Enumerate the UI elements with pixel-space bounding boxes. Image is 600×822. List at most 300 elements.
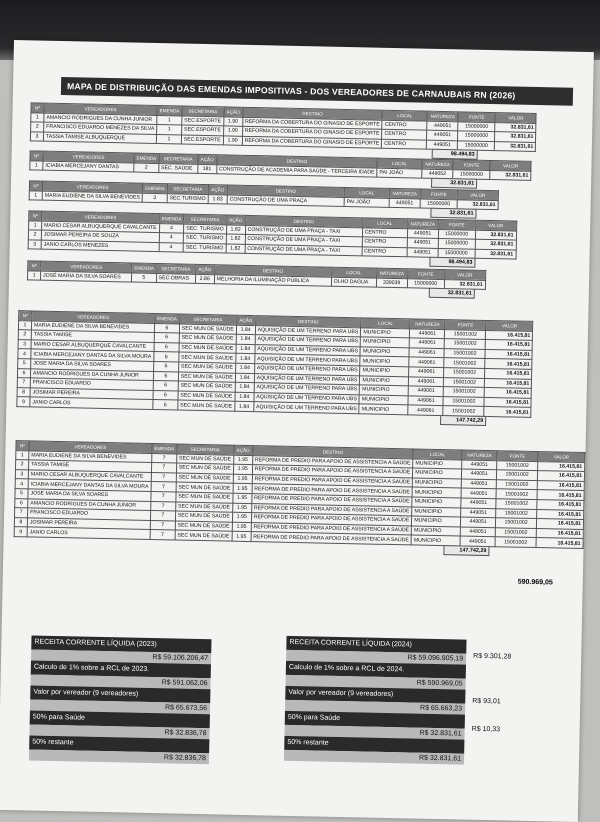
grand-total: 590.969,05	[517, 578, 553, 587]
summary-value: R$ 32.836,78	[29, 724, 209, 739]
summary-label: 50% restante	[29, 735, 209, 753]
table-cell: 6	[154, 352, 179, 362]
document-title: MAPA DE DISTRIBUIÇÃO DAS EMENDAS IMPOSITIVAS - DOS VEREADORES DE CARNAUBAIS RN (2026)	[61, 77, 573, 106]
column-header: EMENDA	[159, 214, 184, 224]
table-cell: REFORMA DA COBERTURA DO GINASIO DE ESPORTE	[242, 117, 382, 130]
table-cell: 449061	[408, 396, 443, 406]
table-cell: 15001002	[445, 329, 486, 339]
table-cell: AMANCIO RODRIGUES DA CUNHA JUNIOR	[30, 368, 153, 380]
table-cell: MUNICIPIO	[360, 366, 409, 377]
table-cell: 449051	[389, 198, 420, 208]
table-cell: 16.415,81	[536, 538, 583, 549]
rcl-summary-2024	[284, 636, 467, 765]
table-cell: 449051	[407, 248, 438, 258]
table-cell: 16.415,81	[536, 519, 583, 530]
table-cell: 15001002	[445, 339, 486, 349]
table-cell: SEC. TURISMO	[184, 224, 227, 234]
table-cell: 449061	[409, 376, 444, 386]
table-cell: 449051	[407, 228, 438, 238]
column-header: Nº	[29, 211, 42, 221]
table-cell: 6	[17, 368, 30, 378]
table-cell: SEC MUN DE SAÚDE	[178, 362, 235, 373]
table-cell: SEC MUN DE SAÚDE	[179, 352, 236, 363]
table-cell: CENTRO	[382, 120, 427, 131]
table-cell: 5	[18, 359, 31, 369]
table-cell: 15001002	[444, 348, 485, 358]
table-cell: 449061	[409, 386, 444, 396]
table-cell: REFORMA DE PREDIO PARA APOIO DE ASSISTENCIA A SAÚDE	[251, 522, 412, 535]
column-header: VEREADORES	[42, 211, 160, 223]
table-cell: 32.831,61	[475, 239, 516, 249]
table-cell: 1	[31, 112, 44, 122]
table-cell: SEC MUN DE SAÚDE	[178, 391, 235, 402]
table-cell: MARIO CESAR ALBUQUERQUE CAVALCANTE	[42, 221, 160, 233]
summary-value: R$ 65.663,23	[285, 700, 465, 715]
table-cell: SEC. SAÚDE	[158, 163, 197, 173]
column-header: Nº	[16, 441, 29, 451]
table-cell: 15000000	[453, 169, 490, 179]
summary-label: Calculo de 1% sobre a RCL de 2023.	[31, 660, 211, 678]
table-cell: MUNICIPIO	[413, 468, 462, 479]
column-header: FONTE	[420, 189, 457, 199]
table-cell: 449051	[462, 469, 497, 479]
table-cell: 16.415,81	[485, 349, 532, 360]
summary-value: R$ 32.831,61	[284, 750, 464, 765]
table-cell: SEC. TURISMO	[183, 243, 226, 253]
column-header: LOCAL	[377, 158, 422, 169]
table-cell: TASSIA TAMISE ALBUQUERQUE	[43, 132, 156, 144]
table-cell: 6	[153, 371, 178, 381]
table-cell: 16.415,81	[537, 480, 584, 491]
table-cell: 7	[151, 453, 176, 463]
block-total: 98.494,83	[432, 149, 478, 160]
table-cell: 449061	[409, 367, 444, 377]
table-cell: 1.84	[236, 334, 255, 344]
table-cell: MUNICIPIO	[412, 478, 461, 489]
column-header: DESTINO	[227, 185, 344, 197]
column-header: LOCAL	[344, 187, 389, 198]
table-cell: SEC MUN DE SAÚDE	[178, 400, 235, 411]
table-cell: 6	[153, 381, 178, 391]
table-cell: 449051	[461, 517, 496, 527]
table-cell: CENTRO	[362, 227, 407, 238]
column-header: NATUREZA	[422, 159, 453, 169]
table-cell: MUNICIPIO	[361, 337, 410, 348]
table-cell: 1.90	[223, 126, 242, 136]
table-cell: 6	[154, 323, 179, 333]
column-header: VALOR	[457, 190, 498, 200]
table-cell: SEC.ESPORTE	[182, 116, 224, 126]
table-cell: 8	[17, 387, 30, 397]
table-cell: CENTRO	[362, 247, 407, 258]
table-cell: 2	[28, 230, 41, 240]
table-cell: MARIA EUDIENE DA SILVA BENEVIDES	[42, 191, 142, 203]
column-header: VEREADORES	[42, 181, 142, 193]
table-cell: REFORMA DE PREDIO PARA APOIO DE ASSISTENCIA A SAÚDE	[251, 532, 412, 545]
column-header: DESTINO	[245, 215, 362, 227]
table-cell: 16.415,81	[486, 340, 533, 351]
emendas-table-6	[16, 310, 533, 418]
column-header: LOCAL	[361, 318, 410, 329]
table-cell: PAI JOÃO	[377, 168, 422, 179]
table-cell: 15000000	[407, 278, 444, 288]
table-cell: 2	[31, 122, 44, 132]
column-header: AÇÃO	[195, 264, 214, 274]
column-header: Nº	[19, 311, 32, 321]
table-cell: SEC MUN DE SAÚDE	[179, 324, 236, 335]
table-cell: 1.95	[232, 512, 251, 522]
table-cell: SEC MUN DE SAÚDE	[176, 492, 233, 503]
table-cell: 449051	[461, 498, 496, 508]
summary-label: 50% para Saúde	[285, 711, 465, 729]
table-cell: TASSIA TAMISE	[28, 460, 151, 472]
side-note: R$ 9.301,28	[473, 652, 512, 661]
column-header: EMENDA	[152, 443, 177, 453]
table-cell: SEC MUN DE SAÚDE	[176, 463, 233, 474]
table-cell: 7	[17, 378, 30, 388]
table-cell: 449051	[427, 140, 458, 150]
table-cell: 32.831,61	[490, 170, 531, 180]
table-cell: 1	[157, 134, 182, 144]
table-cell: REFORMA DE PREDIO PARA APOIO DE ASSISTENCIA A SAÚDE	[251, 513, 412, 526]
table-cell: 1.83	[208, 194, 227, 204]
table-cell: 4	[159, 223, 184, 233]
summary-value: R$ 32.831,61	[284, 725, 464, 740]
column-header: Nº	[28, 261, 41, 271]
table-cell: MUNICIPIO	[411, 526, 460, 537]
table-cell: SEC MUN DE SAÚDE	[179, 333, 236, 344]
table-cell: REFORMA DE PREDIO PARA APOIO DE ASSISTENCIA A SAÚDE	[251, 503, 412, 516]
table-cell: MELHORIA DA ILUMINAÇÃO PÚBLICA	[214, 274, 331, 286]
rcl-summary-2023	[29, 635, 212, 764]
table-cell: 15001002	[443, 396, 484, 406]
table-cell: MUNICIPIO	[359, 404, 408, 415]
table-cell: SEC MUN DE SAÚDE	[175, 521, 232, 532]
summary-label: Calculo de 1% sobre a RCL de 2024.	[286, 661, 466, 679]
table-cell: 16.415,81	[537, 509, 584, 520]
table-cell: ICIABIA MERCEJANY DANTAS DA SILVA MOURA	[31, 349, 154, 361]
table-cell: 2	[18, 330, 31, 340]
table-cell: SEC.OBRAS	[156, 273, 195, 283]
table-cell: 1	[157, 115, 182, 125]
table-cell: 3	[15, 469, 28, 479]
column-header: NATUREZA	[407, 219, 438, 229]
table-cell: 16.415,81	[485, 388, 532, 399]
table-cell: 1.95	[233, 474, 252, 484]
summary-label: 50% restante	[284, 736, 464, 754]
table-cell: 1.84	[235, 392, 254, 402]
column-header: VALOR	[486, 320, 533, 331]
summary-label: RECEITA CORRENTE LÍQUIDA (2023)	[31, 635, 211, 653]
table-cell: 1.95	[232, 532, 251, 542]
column-header: AÇÃO	[198, 154, 217, 164]
table-cell: 1	[30, 160, 43, 170]
table-cell: 4	[15, 479, 28, 489]
table-cell: 1.84	[236, 344, 255, 354]
column-header: AÇÃO	[236, 315, 255, 325]
table-cell: 7	[150, 501, 175, 511]
table-cell: 449052	[422, 169, 453, 179]
table-cell: AQUISIÇÃO DE UM TERRENO PARA UBS	[254, 383, 360, 395]
table-cell: SEC. TURISMO	[183, 233, 226, 243]
column-header: SECRETARIA	[182, 106, 224, 116]
table-cell: 1.90	[223, 136, 242, 146]
column-header: Nº	[30, 151, 43, 161]
block-total: 147.742,29	[440, 415, 486, 426]
column-header: LOCAL	[331, 267, 376, 278]
column-header: DESTINO	[255, 316, 361, 328]
block-total: 32.831,61	[431, 178, 477, 189]
table-cell: CONSTRUÇÃO DE ACADEMIA PARA SAÚDE - TERCEIRA IDADE	[216, 164, 377, 177]
document-sheet	[0, 40, 594, 822]
table-cell: 32.831,61	[495, 141, 536, 151]
table-cell: 1.95	[233, 464, 252, 474]
summary-value: R$ 59.096.905,19	[286, 650, 466, 665]
table-cell: 449061	[409, 348, 444, 358]
column-header: Nº	[31, 103, 44, 113]
table-cell: 449051	[407, 238, 438, 248]
column-header: AÇÃO	[226, 215, 245, 225]
table-cell: MUNICIPIO	[360, 385, 409, 396]
table-cell: 449061	[409, 357, 444, 367]
table-cell: 7	[151, 491, 176, 501]
table-cell: SEC MUN DE SAÚDE	[176, 454, 233, 465]
table-cell: 6	[153, 390, 178, 400]
column-header: EMENDA	[143, 183, 168, 193]
table-cell: 6	[15, 498, 28, 508]
column-header: DESTINO	[243, 107, 383, 120]
emendas-table-7	[14, 440, 586, 549]
summary-label: Valor por vereador (9 vereadores)	[285, 686, 465, 704]
table-cell: 1.84	[235, 382, 254, 392]
column-header: VEREADORES	[41, 261, 132, 272]
table-cell: 1.95	[232, 522, 251, 532]
table-cell: AQUISIÇÃO DE UM TERRENO PARA UBS	[255, 335, 361, 347]
block-total: 32.831,61	[430, 208, 476, 219]
table-cell: MARIO CESAR ALBUQUERQUE CAVALCANTE	[31, 340, 154, 352]
column-header: EMENDA	[132, 263, 157, 273]
table-cell: 7	[151, 463, 176, 473]
table-cell: 15001002	[496, 499, 537, 509]
table-cell: 449061	[410, 328, 445, 338]
table-cell: AMANCIO RODRIGUES DA CUNHA JUNIOR	[44, 113, 157, 125]
table-cell: 16.415,81	[537, 471, 584, 482]
column-header: SECRETARIA	[184, 214, 227, 224]
summary-value: R$ 65.673,56	[30, 699, 210, 714]
column-header: EMENDA	[157, 106, 182, 116]
table-cell: 32.831,61	[444, 279, 485, 289]
table-cell: AQUISIÇÃO DE UM TERRENO PARA UBS	[253, 402, 359, 414]
table-cell: 1.84	[236, 325, 255, 335]
table-cell: SEC.ESPORTE	[181, 135, 223, 145]
table-cell: TASSIA TAMISE	[31, 330, 154, 342]
column-header: NATUREZA	[462, 450, 497, 460]
table-cell: 2	[134, 163, 159, 173]
column-header: LOCAL	[382, 110, 427, 121]
table-cell: 1.82	[226, 244, 245, 254]
column-header: FONTE	[497, 451, 538, 461]
table-cell: 449061	[408, 405, 443, 415]
table-cell: 7	[150, 530, 175, 540]
column-header: VEREADORES	[32, 311, 155, 323]
table-cell: 449051	[462, 460, 497, 470]
table-cell: 1.84	[234, 402, 253, 412]
table-cell: 1.84	[235, 373, 254, 383]
table-cell: OLHO DAGUA	[331, 277, 376, 288]
table-cell: 7	[150, 511, 175, 521]
table-cell: JOSE MARIA DA SILVA SOARES	[31, 359, 154, 371]
table-cell: 16.415,81	[484, 397, 531, 408]
table-cell: 449051	[461, 508, 496, 518]
column-header: SECRETARIA	[159, 154, 198, 164]
table-cell: 15001002	[496, 518, 537, 528]
table-cell: 4	[18, 349, 31, 359]
column-header: SECRETARIA	[179, 314, 236, 325]
table-cell: ICIABIA MERCEJANY DANTAS DA SILVA MOURA	[28, 479, 151, 491]
table-cell: 6	[154, 342, 179, 352]
table-cell: 1.84	[235, 363, 254, 373]
table-cell: 449051	[427, 130, 458, 140]
table-cell: REFORMA DE PREDIO PARA APOIO DE ASSISTENCIA A SAÚDE	[252, 484, 413, 497]
table-cell: 32.831,61	[475, 230, 516, 240]
table-cell: MUNICIPIO	[413, 459, 462, 470]
table-cell: 2.86	[195, 274, 214, 284]
table-cell: 15001002	[444, 368, 485, 378]
block-total: 147.742,29	[443, 545, 489, 556]
table-cell: AQUISIÇÃO DE UM TERRENO PARA UBS	[255, 344, 361, 356]
table-cell: SEC.ESPORTE	[181, 125, 223, 135]
table-cell: 1.82	[226, 234, 245, 244]
emendas-table-1	[30, 102, 537, 152]
table-cell: 7	[151, 472, 176, 482]
column-header: Nº	[29, 181, 42, 191]
table-cell: 3	[142, 193, 167, 203]
table-cell: REFORMA DE PREDIO PARA APOIO DE ASSISTENCIA A SAÚDE	[252, 474, 413, 487]
table-cell: 15000000	[458, 131, 495, 141]
summary-label: RECEITA CORRENTE LÍQUIDA (2024)	[286, 636, 466, 654]
table-cell: AQUISIÇÃO DE UM TERRENO PARA UBS	[254, 354, 360, 366]
summary-value: R$ 59.106.206,47	[31, 649, 211, 664]
column-header: VEREADORES	[43, 151, 134, 162]
table-cell: 16.415,81	[536, 528, 583, 539]
table-cell: 15000000	[458, 141, 495, 151]
column-header: FONTE	[458, 112, 495, 122]
summary-label: Valor por vereador (9 vereadores)	[30, 685, 210, 703]
table-cell: MARIA EUDIENE DA SILVA BENEVIDES	[31, 321, 154, 333]
summary-value: R$ 591.062,06	[30, 674, 210, 689]
table-cell: SEC MUN DE SAÚDE	[175, 530, 232, 541]
table-cell: 1.95	[233, 493, 252, 503]
table-cell: JANIO CARLOS	[30, 397, 153, 409]
table-cell: 1	[16, 450, 29, 460]
table-cell: 16.415,81	[485, 368, 532, 379]
column-header: SECRETARIA	[177, 444, 234, 455]
table-cell: 1	[18, 320, 31, 330]
emendas-table-3	[29, 180, 499, 210]
column-header: FONTE	[445, 320, 486, 330]
table-cell: 16.415,81	[486, 330, 533, 341]
table-cell: 449051	[461, 479, 496, 489]
table-cell: AMANCIO RODRIGUES DA CUNHA JUNIOR	[28, 498, 151, 510]
table-cell: MUNICIPIO	[360, 375, 409, 386]
table-cell: 9	[17, 397, 30, 407]
table-cell: 1.82	[226, 225, 245, 235]
table-cell: JANIO CARLOS MENEZES	[41, 240, 159, 252]
table-cell: 3	[28, 240, 41, 250]
summary-value: R$ 590.969,05	[286, 675, 466, 690]
table-cell: 16.415,81	[538, 461, 585, 472]
table-cell: 15001002	[496, 508, 537, 518]
column-header: DESTINO	[217, 155, 378, 168]
table-cell: 15001002	[496, 479, 537, 489]
table-cell: 4	[159, 242, 184, 252]
table-cell: MUNICIPIO	[360, 347, 409, 358]
table-cell: 449051	[461, 488, 496, 498]
table-cell: 1.95	[232, 503, 251, 513]
table-cell: REFORMA DA COBERTURA DO GINASIO DE ESPORTE	[242, 126, 382, 139]
table-cell: 16.415,81	[484, 407, 531, 418]
column-header: SECRETARIA	[167, 184, 208, 194]
table-cell: 7	[15, 508, 28, 518]
table-cell: CENTRO	[362, 237, 407, 248]
table-cell: SEC MUN DE SAÚDE	[175, 502, 232, 513]
table-cell: 3	[18, 339, 31, 349]
table-cell: SEC MUN DE SAÚDE	[179, 343, 236, 354]
table-cell: 15000000	[420, 199, 457, 209]
table-cell: 15001002	[444, 377, 485, 387]
table-cell: FRANCISCO EDUARDO MENEZES DA SILVA	[44, 122, 157, 134]
side-note: R$ 10,33	[471, 725, 501, 734]
table-cell: 15001002	[443, 406, 484, 416]
block-total: 98.494,83	[429, 257, 475, 268]
table-cell: 449051	[460, 527, 495, 537]
side-note: R$ 93,01	[472, 697, 501, 706]
table-cell: REFORMA DE PREDIO PARA APOIO DE ASSISTENCIA A SAÚDE	[252, 465, 413, 478]
table-cell: JANIO CARLOS	[27, 527, 150, 539]
table-cell: 449051	[427, 121, 458, 131]
column-header: AÇÃO	[234, 445, 253, 455]
table-cell: REFORMA DE PREDIO PARA APOIO DE ASSISTENCIA A SAÚDE	[252, 455, 413, 468]
table-cell: 15001002	[497, 470, 538, 480]
column-header: EMENDA	[134, 153, 159, 163]
table-cell: 1.95	[233, 484, 252, 494]
table-cell: 6	[153, 400, 178, 410]
column-header: VALOR	[475, 220, 516, 230]
table-cell: 15001002	[497, 460, 538, 470]
table-cell: 1	[157, 125, 182, 135]
table-cell: 16.415,81	[485, 378, 532, 389]
column-header: EMENDA	[154, 314, 179, 324]
table-cell: 1	[29, 190, 42, 200]
column-header: NATUREZA	[427, 111, 458, 121]
column-header: VALOR	[538, 452, 585, 463]
table-cell: 32.831,61	[475, 249, 516, 259]
table-cell: FRANCISCO EDUARDO	[30, 378, 153, 390]
column-header: LOCAL	[362, 218, 407, 229]
table-cell: 32.831,61	[457, 199, 498, 209]
emendas-table-5	[27, 260, 486, 290]
table-cell: 449061	[410, 338, 445, 348]
table-cell: 2	[16, 460, 29, 470]
column-header: FONTE	[453, 160, 490, 170]
column-header: NATUREZA	[410, 319, 445, 329]
column-header: VEREADORES	[44, 103, 157, 115]
table-cell: AQUISIÇÃO DE UM TERRENO PARA UBS	[254, 373, 360, 385]
table-cell: MUNICIPIO	[411, 535, 460, 546]
table-cell: 16.415,81	[485, 359, 532, 370]
table-cell: SEC MUN DE SAÚDE	[176, 473, 233, 484]
table-cell: 339039	[376, 278, 407, 288]
